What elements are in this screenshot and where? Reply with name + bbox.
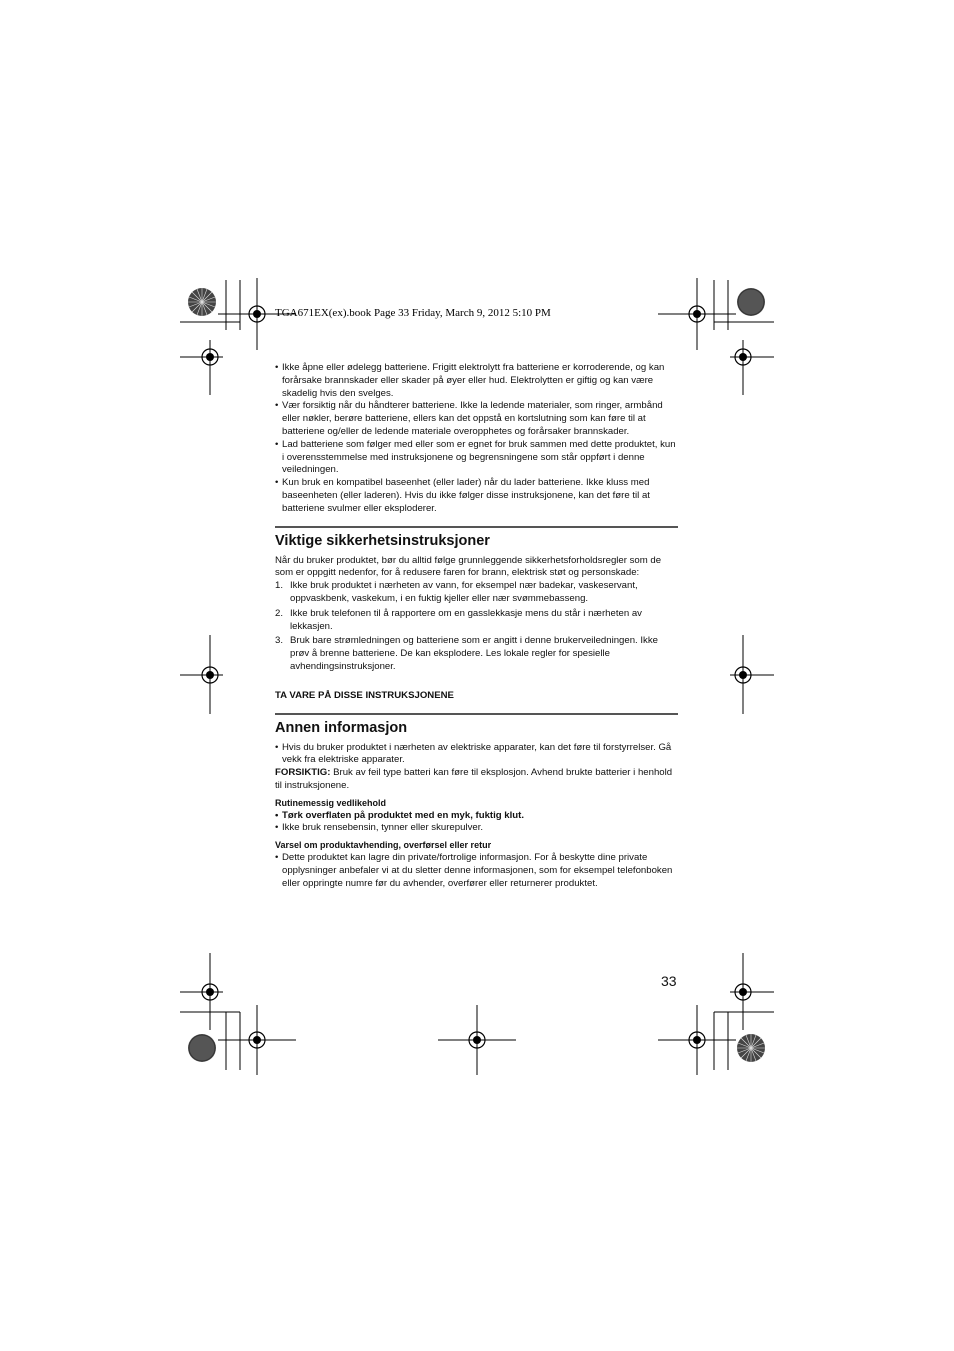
- other-info-list: [275, 742, 678, 768]
- list-item: [275, 608, 678, 634]
- caution-paragraph: [275, 767, 678, 793]
- page-number: 33: [661, 973, 677, 989]
- list-item: • Tørk overflaten på produktet med en myk, fuktig klut.: [275, 810, 678, 823]
- list-item: • Vær forsiktig når du håndterer batteriene. Ikke la ledende materialer, som ringer, armbånd eller nøkler, berøre batteriene, ellers kan det oppstå en kortslutning som kan føre til at batteriene og/eller de ledende materiale overopphetes og forårsaker brannskader.: [275, 400, 678, 438]
- list-item: • Hvis du bruker produktet i nærheten av elektriske apparater, kan det føre til forstyrrelser. Gå vekk fra elektriske apparater.: [275, 742, 678, 768]
- list-item: • Kun bruk en kompatibel baseenhet (eller lader) når du lader batteriene. Ikke kluss med baseenheten (eller laderen). Hvis du ikke følger disse instruksjonene, kan det føre til at batteriene svulmer eller eksploderer.: [275, 477, 678, 515]
- item-text: Ikke bruk produktet i nærheten av vann, for eksempel nær badekar, vaskeservant, oppvaskbenk, vaskekum, i en fuktig kjeller eller nær svømmebasseng.: [290, 580, 638, 604]
- registration-cluster-bottom-left: [180, 953, 296, 1075]
- registration-mark-bottom-center: [438, 1005, 516, 1075]
- list-item: • Dette produktet kan lagre din private/fortrolige informasjon. For å beskytte dine private opplysninger anbefaler vi at du sletter denne informasjonen, som for eksempel telefonboken eller oppringte numre før du avhender, overfører eller returnerer produktet.: [275, 852, 678, 890]
- section-divider: [275, 713, 678, 715]
- registration-mark-right-middle: [730, 635, 774, 714]
- list-item: [275, 580, 678, 606]
- list-item: • Lad batteriene som følger med eller som er egnet for bruk sammen med dette produktet, kun i overensstemmelse med instruksjonene og begrensningene som står oppført i denne veiledningen.: [275, 439, 678, 477]
- book-header-info: TGA671EX(ex).book Page 33 Friday, March 9, 2012 5:10 PM: [275, 307, 551, 319]
- maintenance-list: [275, 810, 678, 836]
- keep-instructions-notice: TA VARE PÅ DISSE INSTRUKSJONENE: [275, 689, 454, 701]
- battery-safety-list: [275, 362, 678, 516]
- item-number: 3.: [275, 635, 284, 647]
- maintenance-title: Rutinemessig vedlikehold: [275, 797, 387, 808]
- disposal-list: [275, 852, 678, 890]
- registration-cluster-bottom-right: [658, 953, 774, 1075]
- other-info-section-title: Annen informasjon: [275, 719, 408, 736]
- item-text: Ikke bruk telefonen til å rapportere om en gasslekkasje mens du står i nærheten av lekkasjen.: [290, 607, 642, 632]
- list-item: [275, 635, 678, 673]
- caution-text: Bruk av feil type batteri kan føre til eksplosjon. Avhend brukte batterier i henhold til instruksjonene.: [275, 767, 673, 791]
- list-item: • Ikke åpne eller ødelegg batteriene. Frigitt elektrolytt fra batteriene er korroderende, og kan forårsake brannskader eller skader på øyer eller hud. Elektrolytten er giftig og kan være skadelig hvis den svelges.: [275, 362, 678, 400]
- safety-numbered-list: [275, 580, 678, 674]
- disposal-title: Varsel om produktavhending, overførsel eller retur: [275, 840, 492, 851]
- safety-section-title: Viktige sikkerhetsinstruksjoner: [275, 532, 490, 549]
- item-text: Bruk bare strømledningen og batteriene som er angitt i denne brukerveiledningen. Ikke prøv å brenne batteriene. De kan eksplodere. Les lokale regler for spesielle avhendingsinstruksjoner.: [290, 635, 658, 672]
- item-number: 2.: [275, 607, 284, 619]
- safety-intro: Når du bruker produktet, bør du alltid følge grunnleggende sikkerhetsforholdsregler som de som er oppgitt nedenfor, for å redusere faren for brann, elektrisk støt og personskade:: [275, 554, 662, 579]
- item-number: 1.: [275, 580, 284, 592]
- caution-label: FORSIKTIG:: [275, 767, 331, 779]
- page-content: [275, 362, 678, 890]
- section-divider: [275, 526, 678, 528]
- list-item: • Ikke bruk rensebensin, tynner eller skurepulver.: [275, 822, 678, 835]
- registration-mark-left-middle: [180, 635, 223, 714]
